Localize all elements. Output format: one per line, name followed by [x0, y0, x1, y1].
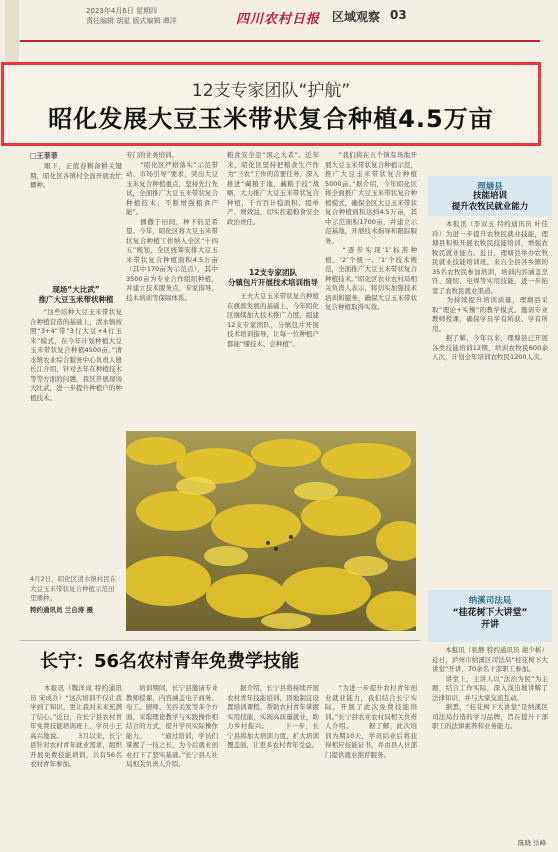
- second-col2: 培训期间，长宁县邀请专业教师授课，内容涵盖电子商务、电工、厨师、美容美发等多个方面，采取理论教学与实践操作相结合的方式，提升学员实际操作能力。 “通过培训，学员们掌握了一技之长，为今后就业创业打下了坚实基础。”长宁县人社局相关负责人介绍。: [126, 684, 218, 768]
- lead-byline: □王菲菲: [30, 152, 58, 160]
- second-col1: 本报讯（魏洋成 特约通讯员 宋成兵）“这次培训不仅让我学到了知识，更让我对未来充满了信心。”近日，在长宁县农村青年免费技能培训班上，学员小王高兴地说。 3月以来，长宁县针对农村青年就业需求，组织开展免费技能培训，共有56名农村青年参加。: [30, 684, 122, 768]
- section-divider: [20, 640, 420, 641]
- lead-col3-para1: 粮食安全是“国之大者”。近年来，昭化区坚持把粮食生产作为“三农”工作的首要任务，深入推进“藏粮于地、藏粮于技”战略，大力推广大豆玉米带状复合种植，千方百计稳面积、提单产、增效益，切实扛起粮食安全政治责任。: [227, 151, 319, 226]
- photo-caption: [30, 575, 120, 615]
- masthead-rule: [20, 40, 540, 42]
- photo-credit: 特约通讯员 兰自涛 摄: [30, 605, 94, 614]
- lead-col1-para1: 眼下，正值春耕备耕关键期，昭化区各镇村全面开展农忙播种。: [30, 162, 122, 189]
- page-number: 03: [390, 8, 407, 22]
- sidebar2-body: 本报讯（张静 特约通讯员 谢少彬）近日，泸州市纳溪区司法局“桂花树下大讲堂”开讲，70余名干部职工参加。 讲堂上，主讲人以“法治为民”为主题，结合工作实际，深入浅出地讲解了法律知识，并与大家交流互动。 据悉，“桂花树下大讲堂”是纳溪区司法局打造的学习品牌，旨在提升干部职工的法律素养和业务能力。: [432, 646, 548, 730]
- sidebar2-org: 纳溪司法局: [468, 596, 512, 606]
- sidebar-org: 理塘县: [477, 182, 503, 192]
- field-photo: [126, 431, 416, 631]
- sidebar-body: 本报讯（李双玉 特约通讯员 叶佳玲）为进一步提升农牧民就业技能，理塘县积极开展农牧民技能培训，增强农牧民就业能力。近日，理塘县举办农牧民就业技能培训班，来自全县各乡镇的35名农牧民参加培训，培训内容涵盖烹饪、缝纫、电焊等实用技能，进一步拓宽了农牧民就业渠道。 为持续提升培训质量，理塘县采取“理论+实操”的教学模式，邀请专业教师授课，确保学员学有所获、学有所用。 据了解，今年以来，理塘县已开展各类技能培训12期，培训农牧民600余人次，计划全年培训农牧民1200人次。: [432, 220, 548, 361]
- section-name: 区域观察: [332, 10, 381, 24]
- newspaper-brand: 四川农村日报: [236, 12, 321, 27]
- caption-text: 4月2日，昭化区清水镇村民在大豆玉米带状复合种植示范田里播种。: [30, 575, 117, 602]
- lead-col2: 专门的业务培训。 “昭化区严格落实“示范带动、市场引导”要求，突出大豆玉米复合种植重点，坚持先行先试，全面推广大豆玉米带状复合种植技术，不断增强粮食产能”。 播撒于田间，种下的是希望。今年，昭化区将大豆玉米带状复合种植工作纳入全区“十四五”规划，全区统筹安排大豆玉米带状复合种植面积4.5万亩（其中170亩为示范点），其中3500亩为专业合作组织种植，并建立技术服务点、专家指导、技术培训等保障体系。: [126, 151, 218, 302]
- lead-col4: “我们将在五个镇有场地开展大豆玉米带状复合种植示范，推广大豆玉米带状复合种植5000亩。”据介绍，今年昭化区将全面推广大豆玉米带状复合种植模式，确保全区大豆玉米带状复合种植面积达到4.5万亩，其中示范面积1700亩，并建立示范基地，开展技术指导和跟踪服务。 “逐步实现‘1’标准种植、‘2’个统一、‘1’个技术规范，全面推广大豆玉米带状复合种植技术。”昭化区农业农村局相关负责人表示，将切实加强技术培训和服务，确保大豆玉米带状复合种植取得实效。: [325, 151, 417, 311]
- sidebar-title: 技能培训 提升农牧民就业能力: [451, 191, 529, 212]
- lead-col3-para2: 王夫大豆玉米带状复合种植在旗滨发展的基础上，今年昭化区继续加大技术推广力度，组建12支专家团队，分镇包片开展技术培训指导，让每一位种植户都能“懂技术、会种植”。: [227, 292, 319, 348]
- second-col3: 据介绍，长宁县将持续开展农村青年技能培训，因地制宜设置培训课程，帮助农村青年掌握实用技能，实现高质量就业，助力乡村振兴。 下一步，长宁县将加大培训力度，扩大培训覆盖面，让更多农村青年受益。: [227, 684, 319, 749]
- second-headline: 长宁：56名农村青年免费学技能: [40, 651, 300, 672]
- lead-headline: 昭化发展大豆玉米带状复合种植4.5万亩: [48, 105, 494, 133]
- second-col4: “为进一步提升农村青年创业就业能力，我们结合长宁实际，开展了此次免费技能培训。”长宁县农业农村局相关负责人介绍。 据了解，此次培训为期10天，学员结业后将获得相应技能证书，并由县人社部门提供就业推荐服务。: [325, 684, 417, 759]
- sidebar2-byline: 陈晓 岳峰: [518, 839, 547, 847]
- editor-line: 责任编辑 胡星 版式编辑 谭洋: [86, 17, 177, 25]
- lead-subheadline: 12支专家团队“护航”: [191, 81, 351, 101]
- lead-col3-subhead: 12支专家团队 分镇包片开展技术培训指导: [228, 268, 318, 287]
- rapeseed-field-image: [126, 431, 416, 631]
- date-line: 2023年4月6日 星期四: [86, 7, 157, 15]
- masthead: [0, 0, 558, 50]
- lead-headline-box: [1, 62, 541, 146]
- lead-col1-subhead: 现场“大比武” 推广大豆玉米带状种植: [38, 285, 114, 304]
- lead-col1-para2: “这些给种大豆玉米带状复合种植营造的基础上，清水镇按照“3+4”带“3行大豆+4行玉米”模式，在今年计划种植大豆玉米带状复合种植4500亩。”清水镇农业综合服务中心负责人殷长江介绍，针对去年在种植技术等等方面的问题，我区开展现场大比武，进一步提升种植户的种植技术。: [30, 308, 122, 402]
- masthead-info: [86, 6, 177, 26]
- sidebar2-title: “桂花树下大讲堂” 开讲: [452, 608, 528, 630]
